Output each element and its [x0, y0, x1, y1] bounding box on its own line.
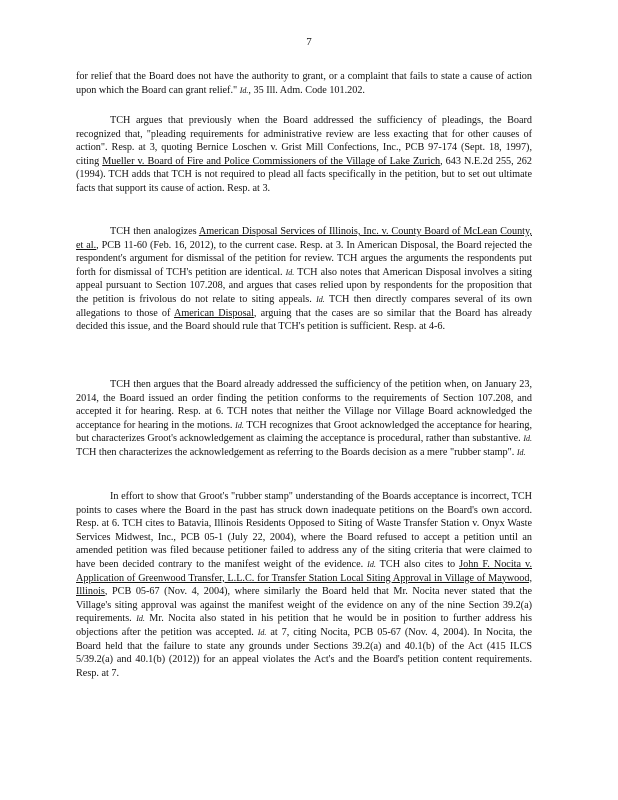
paragraph-4 [76, 378, 532, 460]
text-segment: at 7, citing Nocita, PCB 05-67 (Nov. 4, 2004). In Nocita, the Board held that the failure to state any grounds under Sections 39.2(a) and 40.1(b) of the Act (415 ILCS 5/39.2(a) and 40.1(b) (2012)) for an appeal violates the Act's and the Board's petition content requirements. Resp. at 7. [76, 626, 532, 679]
paragraph-2-text [76, 114, 532, 196]
text-segment: TCH argues that previously when the Board addressed the sufficiency of pleadings, the Board recognized that, "pleading requirements for administrative review are less exacting that for other causes of action". Resp. at 3, quoting Bernice Loschen v. Grist Mill Confections, Inc., PCB 97-174 (Sept. 18, 1997), citing [76, 115, 532, 167]
paragraph-3-text [76, 225, 532, 334]
text-segment: , PCB 11-60 (Feb. 16, 2012), to the current case. Resp. at 3. In American Disposal, the Board rejected the respondent's argument for dismissal of the petition for review. TCH argues the arguments the respondents put forth for dismissal of TCH's petition are identical. [76, 239, 532, 278]
paragraph-5 [76, 490, 532, 680]
id-citation: Id. [316, 294, 325, 304]
text-segment: In effort to show that Groot's "rubber stamp" understanding of the Boards acceptance is incorrect, TCH points to cases where the Board in the past has struck down inadequate petitions on the Board's own accord. Resp. at 6. TCH cites to Batavia, Illinois Residents Opposed to Siting of Waste Transfer Station v. Onyx Waste Services Midwest, Inc., PCB 05-1 (July 22, 2004), where the Board refused to accept a petition until an amended petition was filed because petitioner failed to address any of the siting criteria that were claimed to have been decided contrary to the manifest weight of the evidence. [76, 491, 532, 570]
paragraph-4-text [76, 378, 532, 460]
paragraph-1 [76, 70, 532, 97]
case-citation: American Disposal [173, 307, 254, 319]
text-segment: TCH then characterizes the acknowledgement as referring to the Boards decision as a mere "rubber stamp". [76, 446, 517, 458]
text-segment: TCH also notes that American Disposal involves a siting appeal pursuant to Section 107.208, and argues that cases relied upon by respondents for the proposition that the petition is frivolous do not relate to siting appeals. [76, 266, 533, 305]
text-segment: TCH recognizes that Groot acknowledged the acceptance for hearing, but characterizes Groot's acknowledgement as claiming the acceptance is procedural, rather than substantive. [76, 419, 532, 445]
id-citation: Id. [257, 627, 267, 637]
case-citation: American Disposal Services of Illinois, Inc. v. County Board of McLean County, et al. [76, 226, 532, 251]
text-segment: TCH also cites to [375, 558, 460, 570]
id-citation: Id. [235, 420, 244, 430]
paragraph-1-text [76, 70, 532, 97]
id-citation: Id. [367, 559, 376, 569]
text-segment: for relief that the Board does not have the authority to grant, or a complaint that fails to state a cause of action upon which the Board can grant relief." [76, 71, 532, 96]
text-segment: TCH then directly compares several of its own allegations to those of [76, 293, 532, 319]
paragraph-3 [76, 225, 532, 334]
text-segment: , PCB 05-67 (Nov. 4, 2004), where similarly the Board held that Mr. Nocita never stated that the Village's siting approval was against the manifest weight of the evidence on any of the nine Section 39.2(a) requirements. [76, 586, 532, 625]
case-citation: Mueller v. Board of Fire and Police Commissioners of the Village of Lake Zurich [102, 155, 441, 167]
id-citation: Id. [285, 267, 295, 277]
id-citation: Id. [516, 447, 526, 457]
text-segment: TCH then analogizes [110, 226, 199, 237]
page-number: 7 [306, 36, 312, 48]
paragraph-2 [76, 114, 532, 196]
text-segment: , arguing that the cases are so similar that the Board has already decided this issue, and the Board should rule that TCH's petition is sufficient. Resp. at 4-6. [76, 307, 532, 333]
text-segment: , 35 Ill. Adm. Code 101.202. [248, 84, 365, 96]
text-segment: , 643 N.E.2d 255, 262 (1994). TCH adds that TCH is not required to plead all facts specifically in the petition, but to set out ultimate facts that support its cause of action. Resp. at 3. [76, 155, 532, 194]
text-segment: Mr. Nocita also stated in his petition that he would be in position to further address his objections after the petition was accepted. [76, 613, 533, 638]
paragraph-5-text [76, 490, 532, 680]
id-citation: Id. [523, 434, 532, 444]
id-citation: Id. [136, 614, 145, 624]
case-citation: John F. Nocita v. Application of Greenwood Transfer, L.L.C. for Transfer Station Local Siting Approval in Village of Maywood, Illinois [76, 558, 532, 598]
text-segment: TCH then argues that the Board already addressed the sufficiency of the petition when, on January 23, 2014, the Board issued an order finding the petition conforms to the requirements of Section 107.208, and accepted it for hearing. Resp. at 6. TCH notes that neither the Village nor Village Board acknowledged the acceptance for hearing in the motions. [76, 379, 532, 431]
id-citation: Id. [239, 85, 249, 95]
